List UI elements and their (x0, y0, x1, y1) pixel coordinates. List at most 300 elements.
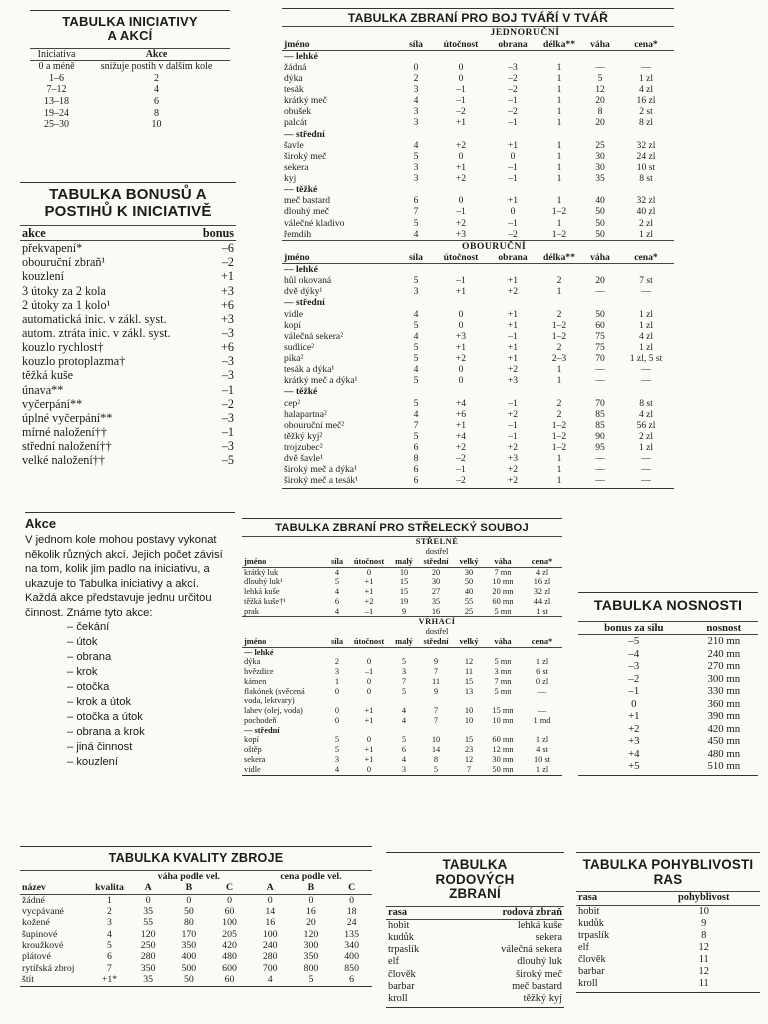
table-cell: 0 zl (535, 676, 549, 686)
col-header: velký (454, 557, 484, 567)
table-cell: 7 (433, 667, 439, 677)
capacity-block (578, 592, 758, 776)
table-cell: 120 (140, 928, 156, 940)
weapon-name: široký meč (284, 150, 327, 162)
table-cell: 600 (222, 962, 237, 974)
table-cell: 3 (413, 161, 419, 173)
table-header-row (282, 252, 674, 264)
actions-text-block (25, 512, 235, 770)
table-cell: 9 (401, 606, 407, 616)
col-header: útočnost (432, 252, 490, 264)
bonus-action: kouzlo rychlost† (22, 340, 104, 355)
bonus-value: –3 (221, 439, 234, 454)
table-row (282, 420, 674, 431)
table-cell: 4 zl (638, 408, 654, 420)
table-row (242, 755, 562, 765)
table-row (20, 974, 372, 985)
table-cell: 24 (346, 917, 357, 929)
table-cell: 20 (431, 567, 441, 577)
race-name: hobit (578, 905, 600, 917)
bonus-value: +6 (221, 340, 234, 355)
capacity-value: 360 mn (707, 697, 741, 710)
table-row (242, 657, 562, 667)
weapon-name: krátký meč a dýka¹ (284, 375, 358, 387)
table-row (20, 425, 236, 439)
weapon-name: kámen (244, 676, 267, 686)
armor-name: vycpávané (22, 905, 64, 917)
table-cell: 2 (413, 72, 419, 84)
col-header: rasa (386, 907, 449, 920)
ranged-weapons-block (242, 518, 562, 776)
table-cell: 20 (306, 917, 316, 929)
bonus-value: –1 (221, 382, 234, 397)
table-cell: 44 zl (533, 596, 551, 606)
table-cell: 30 (431, 577, 441, 587)
table-cell: +2 (455, 353, 467, 365)
table-cell: +3 (507, 375, 519, 387)
bonus-value: –3 (221, 368, 234, 383)
race-mobility-block (576, 852, 760, 993)
table-row (386, 920, 564, 933)
table-row (20, 963, 372, 974)
table-cell: 32 zl (533, 587, 551, 597)
table-cell: +1 (364, 587, 374, 597)
table-row (20, 312, 236, 326)
racial-weapon: lehká kuše (517, 920, 562, 932)
table-row (282, 442, 674, 453)
table-cell: –1 (508, 161, 518, 173)
table-cell: 5 (413, 353, 419, 365)
table-row (20, 453, 236, 467)
table-row (30, 96, 230, 108)
range-caption-row (242, 547, 562, 557)
table-row (576, 978, 760, 990)
divider (242, 775, 562, 776)
table-cell: 1 zl (535, 764, 549, 774)
table-cell: 23 (464, 745, 474, 755)
table-cell: 20 mn (492, 587, 514, 597)
table-cell: 0 (458, 375, 464, 387)
table-row (20, 340, 236, 354)
table-row (282, 117, 674, 128)
table-cell: 40 zl (636, 206, 656, 218)
table-cell: 14 (431, 745, 441, 755)
table-cell: 1 (556, 161, 562, 173)
table-cell: 1 zl (535, 657, 549, 667)
col-header: B (169, 882, 210, 894)
table-row (282, 195, 674, 206)
weapon-name: kopí (284, 319, 302, 331)
table-cell: 0 (366, 676, 372, 686)
table-cell: 50 (595, 308, 605, 320)
table-row (282, 95, 674, 106)
table-cell: 13 (464, 686, 474, 696)
table-cell: 1–2 (551, 319, 567, 331)
ranged-weapons-title: TABULKA ZBRANÍ PRO STŘELECKÝ SOUBOJ (242, 519, 562, 537)
table-row (282, 353, 674, 364)
table-cell: 15 (399, 587, 409, 597)
initiative-bonus-block (20, 182, 236, 467)
col-header: jméno (242, 557, 326, 567)
race-name: člověk (388, 968, 416, 980)
action-count: 6 (154, 95, 160, 107)
table-cell: 1 zl (638, 72, 654, 84)
col-header: váha (484, 557, 522, 567)
list-item: – otočka a útok (67, 711, 143, 724)
table-cell: 20 (595, 95, 605, 107)
table-cell: 2 st (639, 106, 653, 118)
table-cell: — (641, 453, 651, 465)
table-cell: 5 (401, 657, 407, 667)
table-cell: 4 (401, 715, 407, 725)
weapon-name: kyj (284, 173, 297, 185)
table-cell: 12 mn (492, 745, 514, 755)
bonus-value: +3 (221, 311, 234, 326)
table-cell: 8 (597, 106, 603, 118)
table-cell: 7 (413, 419, 419, 431)
table-row (578, 710, 758, 723)
table-cell: +1 (364, 754, 374, 764)
table-row (282, 106, 674, 117)
table-row (576, 918, 760, 930)
table-cell: 850 (344, 962, 359, 974)
list-item: – krok a útok (67, 696, 132, 709)
bonus-action: 2 útoky za 1 kolo¹ (22, 297, 111, 312)
table-cell: 8 (413, 453, 419, 465)
list-item: – obrana (67, 651, 112, 664)
bonus-action: autom. ztráta inic. v zákl. syst. (22, 325, 171, 340)
table-row (30, 73, 230, 85)
initiative-value: 25–30 (44, 119, 70, 131)
table-cell: +2 (507, 408, 519, 420)
table-cell: +2 (455, 217, 467, 229)
subgroup-label: — střední (284, 297, 325, 309)
table-cell: 1 (556, 173, 562, 185)
table-cell: 1 md (533, 715, 551, 725)
table-row (282, 475, 674, 486)
action-count: 4 (154, 84, 160, 96)
table-header-row (576, 892, 760, 905)
melee-weapons-block (282, 8, 674, 489)
table-cell: 300 (303, 940, 319, 951)
table-cell: 1 zl (638, 319, 654, 331)
table-cell: 75 (595, 341, 605, 353)
table-row (20, 255, 236, 269)
initiative-value: 19–24 (44, 107, 70, 119)
section-header-throwing: VRHACÍ (390, 617, 484, 627)
table-cell: 2–3 (551, 353, 567, 365)
armor-name: žádné (22, 894, 45, 906)
table-cell: 10 (431, 735, 441, 745)
table-row (242, 587, 562, 597)
weapon-name: dlouhý luk¹ (244, 577, 283, 587)
table-cell: 0 (366, 686, 372, 696)
table-row (576, 930, 760, 942)
table-cell: +2 (507, 475, 519, 487)
table-row (282, 286, 674, 297)
table-cell: 35 (431, 596, 441, 606)
mobility-value: 12 (698, 965, 709, 977)
table-cell: 24 zl (636, 150, 656, 162)
table-cell: 1 (556, 217, 562, 229)
table-cell: –2 (456, 453, 466, 465)
table-cell: 3 mn (494, 667, 512, 677)
table-cell: 1–2 (551, 330, 567, 342)
table-row (282, 73, 674, 84)
armor-name: kroužkové (22, 940, 64, 951)
table-cell: 5 (413, 375, 419, 387)
table-cell: 4 (401, 754, 407, 764)
initiative-bonus-title: TABULKA BONUSŮ A POSTIHŮ K INICIATIVĚ (44, 186, 212, 220)
melee-weapons-title: TABULKA ZBRANÍ PRO BOJ TVÁŘÍ V TVÁŘ (282, 9, 674, 27)
table-cell: 4 zl (638, 330, 654, 342)
table-row (282, 162, 674, 173)
range-caption-row (242, 627, 562, 637)
weapon-name: válečné kladivo (284, 217, 345, 229)
strength-bonus: +5 (628, 760, 640, 773)
weapon-name: flakónek (svěcená voda, lektvary) (244, 686, 305, 706)
table-cell: 35 (595, 173, 605, 185)
bonus-action: únava** (22, 382, 64, 397)
subgroup-row (282, 50, 674, 62)
weight-group-header: váha podle vel. (157, 870, 220, 882)
col-header: Iniciativa (30, 48, 83, 61)
table-cell: 5 (401, 735, 407, 745)
table-row (242, 567, 562, 577)
table-cell: 8 zl (638, 117, 654, 129)
table-cell: +1 (455, 117, 467, 129)
table-cell: 15 (464, 735, 474, 745)
actions-paragraph: V jednom kole mohou postavy vykonat několik různých akcí. Jejich počet závisí na tom, kolik jim padlo na iniciativu, a ukazuje to Tabulka iniciativy a akcí. (25, 534, 223, 590)
race-name: trpaslík (388, 944, 420, 956)
table-cell: 800 (303, 962, 319, 974)
race-name: hobit (388, 920, 410, 932)
table-row (242, 735, 562, 745)
table-cell: 3 (334, 754, 340, 764)
table-cell: 480 (222, 951, 237, 963)
col-header: malý (390, 557, 418, 567)
table-cell: 4 (334, 567, 340, 577)
divider (20, 986, 372, 987)
bonus-action: těžká kuše (22, 368, 74, 383)
divider (578, 775, 758, 776)
table-cell: –1 (508, 330, 518, 342)
shooting-body (242, 567, 562, 617)
table-cell: 60 (224, 974, 235, 986)
table-cell: 25 (595, 139, 605, 151)
table-row (242, 667, 562, 677)
table-cell: 1 (556, 95, 562, 107)
table-cell: — (595, 364, 605, 376)
table-cell: –1 (508, 173, 518, 185)
initiative-value: 0 a méně (38, 61, 75, 73)
weapon-name: dlouhý meč (284, 206, 330, 218)
table-row (576, 966, 760, 978)
strength-bonus: +3 (628, 735, 640, 748)
table-cell: 10 (399, 567, 409, 577)
table-cell: 4 (107, 928, 112, 940)
table-row (20, 894, 372, 906)
table-row (20, 906, 372, 917)
bonus-action: kouzlo protoplazma† (22, 354, 126, 369)
table-row (578, 673, 758, 686)
table-cell: 0 (267, 894, 273, 906)
initiative-bonus-table (20, 225, 236, 467)
table-cell: 5 (334, 735, 340, 745)
table-cell: 5 (413, 341, 419, 353)
bonus-action: automatická inic. v zákl. syst. (22, 311, 167, 326)
melee-weapons-table (282, 27, 674, 486)
table-cell: 16 zl (636, 95, 656, 107)
table-cell: 50 (595, 206, 605, 218)
table-cell: –2 (456, 475, 466, 487)
table-cell: 6 (334, 596, 340, 606)
table-cell: 10 (464, 706, 474, 716)
table-cell: 11 (464, 667, 474, 677)
table-cell: –1 (508, 217, 518, 229)
col-header: bonus za sílu (578, 621, 690, 635)
table-cell: 1 (107, 894, 112, 906)
table-cell: — (641, 464, 651, 476)
table-cell: 4 (413, 330, 419, 342)
table-cell: +1 (507, 353, 519, 365)
table-row (30, 108, 230, 120)
table-row (578, 735, 758, 748)
table-cell: 7 mn (494, 676, 512, 686)
table-cell: 3 (413, 173, 419, 185)
table-header-row (242, 637, 562, 647)
table-cell: +2 (455, 173, 467, 185)
divider (576, 992, 760, 993)
table-cell: 400 (181, 951, 197, 963)
section-row (282, 240, 674, 252)
bonus-action: střední naložení†† (22, 439, 112, 454)
table-cell: 1 zl (638, 442, 654, 454)
table-cell: 0 (308, 894, 314, 906)
table-cell: –1 (456, 275, 466, 287)
race-name: trpaslík (578, 929, 610, 941)
table-cell: 2 (334, 657, 340, 667)
table-row (20, 298, 236, 312)
table-row (20, 397, 236, 411)
table-cell: 20 (595, 275, 605, 287)
table-cell: 3 (413, 286, 419, 298)
table-cell: 60 (224, 905, 235, 917)
actions-paragraph: Každá akce představuje jednu určitou činnost. Známe tyto akce: (25, 592, 212, 619)
bonus-action: kouzlení (22, 269, 64, 284)
table-row (242, 607, 562, 617)
bonus-value: –3 (221, 354, 234, 369)
table-cell: 6 (413, 442, 419, 454)
table-cell: 12 (464, 657, 474, 667)
table-cell: 10 st (533, 754, 551, 764)
subgroup-row (282, 129, 674, 140)
strength-bonus: +1 (628, 710, 640, 723)
bonus-action: velké naložení†† (22, 453, 105, 468)
subgroup-row (282, 264, 674, 276)
table-cell: 0 (458, 72, 464, 84)
col-header: obrana (490, 39, 536, 51)
table-cell: 32 zl (636, 139, 656, 151)
table-cell: 120 (303, 928, 319, 940)
table-cell: 100 (222, 917, 237, 929)
table-cell: — (537, 686, 547, 696)
mobility-value: 11 (698, 953, 709, 965)
table-cell: 15 (464, 676, 474, 686)
table-header-row (20, 226, 236, 241)
table-row (282, 206, 674, 217)
table-cell: 50 (183, 974, 194, 986)
armor-name: plátové (22, 951, 51, 963)
weapon-name: lahev (olej, voda) (244, 706, 303, 716)
col-header: střední (418, 637, 454, 647)
table-cell: –3 (508, 61, 518, 73)
table-cell: 5 (413, 430, 419, 442)
table-cell: 0 (510, 206, 516, 218)
table-cell: 1 zl, 5 st (629, 353, 663, 365)
table-cell: 35 (143, 905, 154, 917)
strength-bonus: –1 (628, 685, 640, 698)
weapon-name: dvě dýky¹ (284, 286, 323, 298)
table-cell: 0 (366, 764, 372, 774)
col-header: jméno (242, 637, 326, 647)
table-cell: 30 (595, 161, 605, 173)
table-cell: 90 (595, 430, 605, 442)
table-cell: 1 (334, 676, 340, 686)
initiative-value: 7–12 (46, 84, 67, 96)
armor-quality-title: TABULKA KVALITY ZBROJE (20, 847, 372, 871)
table-cell: 1 zl (638, 341, 654, 353)
capacity-title: TABULKA NOSNOSTI (593, 598, 743, 614)
table-cell: +1 (507, 341, 519, 353)
col-header: délka** (536, 252, 582, 264)
table-cell: 4 zl (535, 567, 549, 577)
table-cell: 1 (556, 106, 562, 118)
table-row (282, 464, 674, 475)
actions-list (25, 620, 235, 770)
table-cell: 5 mn (494, 606, 512, 616)
table-row (20, 439, 236, 453)
table-cell: 280 (262, 951, 278, 963)
table-cell: 0 (227, 894, 232, 906)
col-header: síla (400, 252, 432, 264)
table-cell: 85 (595, 408, 605, 420)
table-row (576, 905, 760, 918)
table-cell: 700 (262, 962, 278, 974)
list-item: – útok (67, 636, 98, 649)
col-header: C (209, 882, 250, 894)
weapon-name: válečná sekera² (284, 330, 344, 342)
initiative-value: 13–18 (44, 95, 70, 107)
racial-weapon: meč bastard (512, 980, 562, 992)
initiative-table-block (30, 10, 230, 131)
table-row (578, 760, 758, 773)
initiative-table (30, 48, 230, 131)
subgroup-label: — lehké (284, 50, 318, 62)
table-row (578, 648, 758, 661)
table-cell: 0 (186, 894, 192, 906)
table-cell: +1 (364, 577, 374, 587)
table-cell: 55 (464, 596, 474, 606)
table-row (282, 309, 674, 320)
ranged-weapons-table (242, 537, 562, 774)
table-cell: –1 (508, 95, 518, 107)
table-cell: 8 st (639, 397, 653, 409)
table-cell: 1 (556, 464, 562, 476)
race-name: kudůk (578, 917, 604, 929)
table-cell: — (641, 475, 651, 487)
table-cell: 4 (334, 587, 340, 597)
